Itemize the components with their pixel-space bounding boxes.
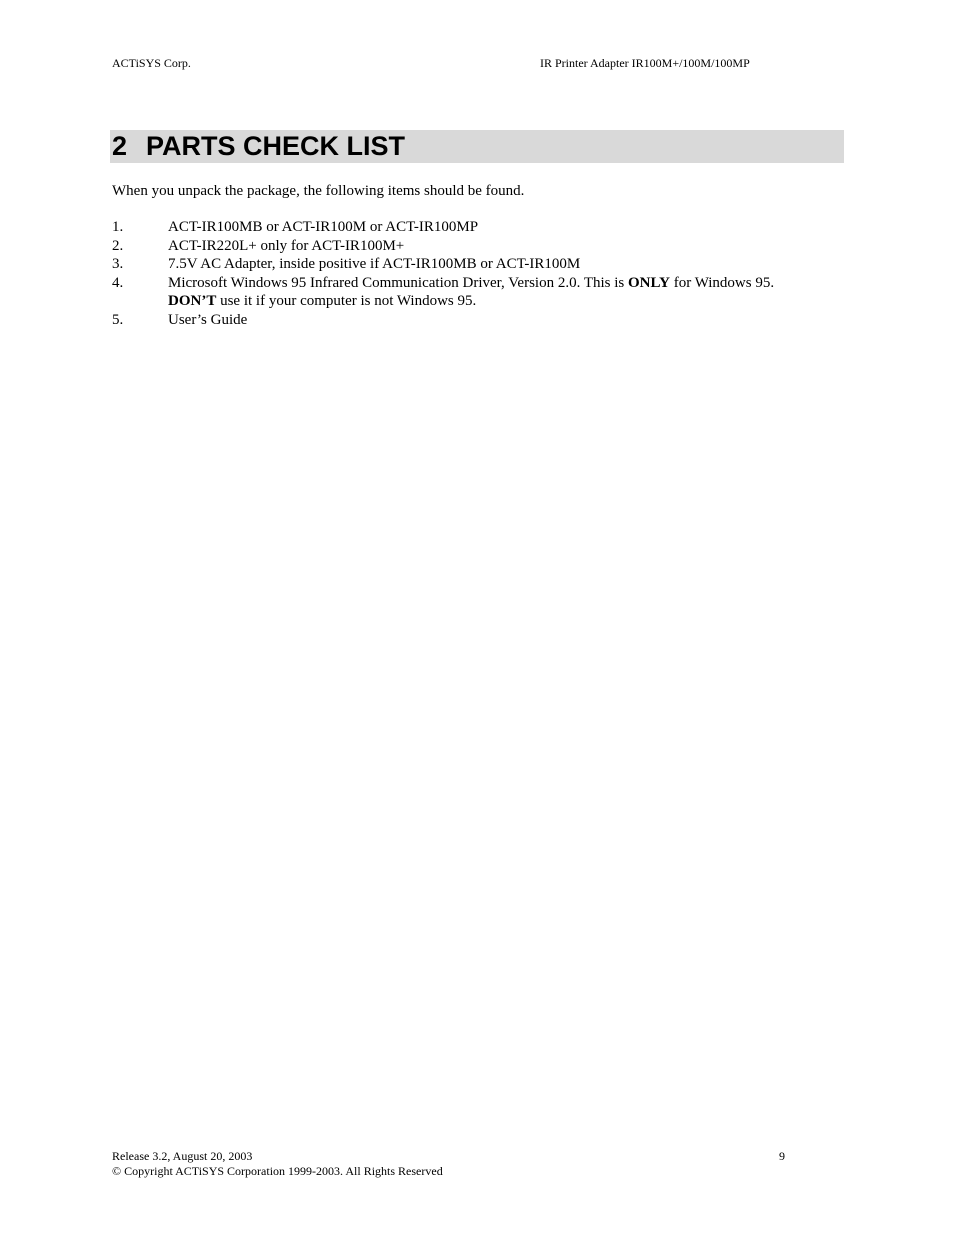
header-company: ACTiSYS Corp. [112,56,191,70]
list-item-number: 4. [112,274,124,291]
list-item-number: 2. [112,237,124,254]
section-number: 2 [112,131,128,161]
list-item [112,274,832,311]
list-item-text-part: use it if your computer is not Windows 95. [216,293,477,309]
list-item-text-part: for Windows 95. [669,274,775,291]
list-item-text: ACT-IR220L+ only for ACT-IR100M+ [168,237,405,254]
page-number: 9 [779,1149,785,1163]
list-item-text: User’s Guide [168,311,248,328]
section-title: PARTS CHECK LIST [146,131,406,161]
list-item [112,218,832,237]
list-item-number: 1. [112,219,124,235]
parts-list [112,218,832,329]
list-item-text [168,274,832,311]
list-item-number: 3. [112,256,124,272]
header-product: IR Printer Adapter IR100M+/100M/100MP [540,56,750,70]
list-item-number: 5. [112,311,124,328]
intro-paragraph: When you unpack the package, the following items should be found. [112,183,525,199]
list-item [112,237,832,256]
footer-release: Release 3.2, August 20, 2003 [112,1149,253,1163]
emphasis-dont: DON’T [168,293,217,309]
list-item [112,255,832,274]
emphasis-only: ONLY [628,274,670,291]
list-item-text: ACT-IR100MB or ACT-IR100M or ACT-IR100MP [168,219,479,235]
list-item-text-part: Microsoft Windows 95 Infrared Communication Driver, Version 2.0. This is [168,274,628,291]
list-item [112,311,832,330]
footer-copyright: © Copyright ACTiSYS Corporation 1999-2003. All Rights Reserved [112,1164,443,1178]
list-item-text: 7.5V AC Adapter, inside positive if ACT-IR100MB or ACT-IR100M [168,256,581,272]
